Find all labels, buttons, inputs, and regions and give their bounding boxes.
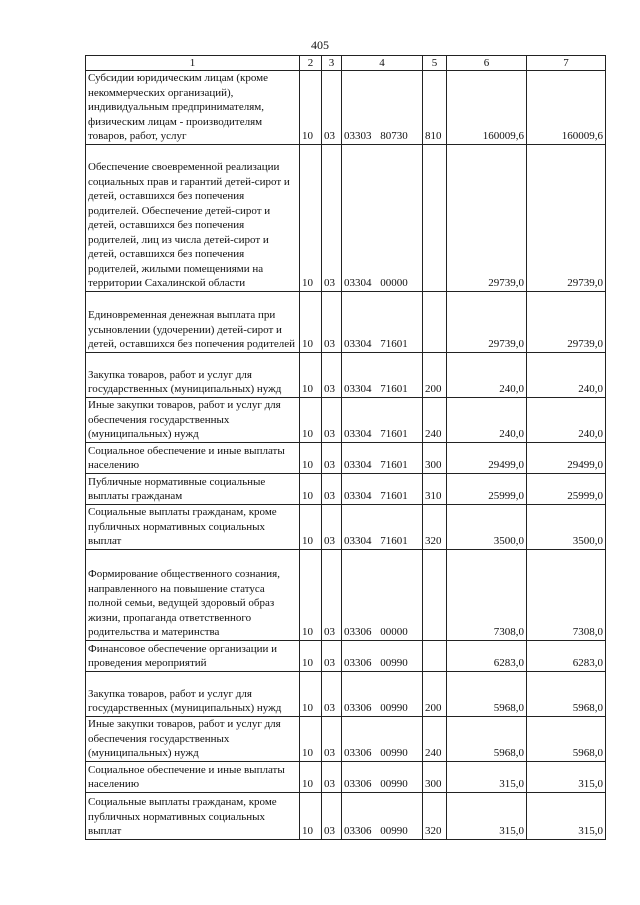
row-amount-col7: 29499,0: [527, 442, 606, 473]
row-amount-col7: 160009,6: [527, 71, 606, 145]
row-name: Публичные нормативные социальные выплаты гражданам: [86, 473, 300, 504]
table-row: [86, 504, 606, 549]
table-row: [86, 640, 606, 671]
row-target-code: 03303 80730: [342, 71, 423, 145]
row-amount-col6: 5968,0: [447, 716, 527, 761]
table-row: [86, 71, 606, 145]
row-amount-col7: 25999,0: [527, 473, 606, 504]
table-row: [86, 473, 606, 504]
header-col-6: 6: [447, 56, 527, 71]
row-expense-type: [423, 291, 447, 352]
row-target-code: 03304 71601: [342, 504, 423, 549]
row-name: Закупка товаров, работ и услуг для государственных (муниципальных) нужд: [86, 671, 300, 716]
table-row: [86, 716, 606, 761]
row-name: Иные закупки товаров, работ и услуг для обеспечения государственных (муниципальных) нужд: [86, 716, 300, 761]
row-subsection: 03: [322, 397, 342, 442]
row-target-code: 03306 00990: [342, 761, 423, 792]
row-section: 10: [300, 442, 322, 473]
row-subsection: 03: [322, 549, 342, 640]
row-section: 10: [300, 504, 322, 549]
row-target-code: 03306 00990: [342, 716, 423, 761]
row-section: 10: [300, 761, 322, 792]
header-col-5: 5: [423, 56, 447, 71]
row-subsection: 03: [322, 352, 342, 397]
header-col-7: 7: [527, 56, 606, 71]
row-expense-type: 300: [423, 442, 447, 473]
row-name: Социальные выплаты гражданам, кроме публичных нормативных социальных выплат: [86, 504, 300, 549]
row-amount-col7: 315,0: [527, 792, 606, 839]
table-row: [86, 671, 606, 716]
row-subsection: 03: [322, 291, 342, 352]
row-expense-type: 200: [423, 671, 447, 716]
row-section: 10: [300, 716, 322, 761]
row-name: Иные закупки товаров, работ и услуг для обеспечения государственных (муниципальных) нужд: [86, 397, 300, 442]
table-row: [86, 549, 606, 640]
header-col-3: 3: [322, 56, 342, 71]
row-expense-type: 810: [423, 71, 447, 145]
row-target-code: 03304 71601: [342, 473, 423, 504]
row-expense-type: 320: [423, 504, 447, 549]
row-amount-col7: 29739,0: [527, 144, 606, 291]
row-amount-col7: 3500,0: [527, 504, 606, 549]
row-amount-col6: 29499,0: [447, 442, 527, 473]
row-amount-col6: 6283,0: [447, 640, 527, 671]
row-name: Единовременная денежная выплата при усыновлении (удочерении) детей-сирот и детей, оставшихся без попечения родителей: [86, 291, 300, 352]
row-target-code: 03304 71601: [342, 352, 423, 397]
row-amount-col6: 240,0: [447, 397, 527, 442]
page-number: 405: [311, 38, 329, 52]
row-name: Формирование общественного сознания, направленного на повышение статуса полной семьи, ведущей здоровый образ жизни, пропаганда ответственного родительства и материнства: [86, 549, 300, 640]
row-subsection: 03: [322, 504, 342, 549]
row-section: 10: [300, 397, 322, 442]
row-target-code: 03306 00990: [342, 640, 423, 671]
row-expense-type: 200: [423, 352, 447, 397]
row-target-code: 03306 00990: [342, 671, 423, 716]
row-section: 10: [300, 71, 322, 145]
row-amount-col7: 5968,0: [527, 716, 606, 761]
row-expense-type: 240: [423, 716, 447, 761]
row-expense-type: 320: [423, 792, 447, 839]
row-subsection: 03: [322, 144, 342, 291]
row-subsection: 03: [322, 473, 342, 504]
row-amount-col6: 5968,0: [447, 671, 527, 716]
row-amount-col7: 240,0: [527, 397, 606, 442]
header-col-2: 2: [300, 56, 322, 71]
row-target-code: 03304 71601: [342, 291, 423, 352]
row-expense-type: 310: [423, 473, 447, 504]
row-subsection: 03: [322, 761, 342, 792]
row-amount-col6: 240,0: [447, 352, 527, 397]
row-amount-col7: 5968,0: [527, 671, 606, 716]
row-section: 10: [300, 473, 322, 504]
header-col-4: 4: [342, 56, 423, 71]
row-expense-type: [423, 144, 447, 291]
row-name: Обеспечение своевременной реализации социальных прав и гарантий детей-сирот и детей, оставшихся без попечения родителей. Обеспечение детей-сирот и детей, оставшихся без попечения родителей, лиц из числа детей-сирот и детей, оставшихся без попечения родителей, жилыми помещениями на территории Сахалинской области: [86, 144, 300, 291]
row-name: Социальные выплаты гражданам, кроме публичных нормативных социальных выплат: [86, 792, 300, 839]
header-col-1: 1: [86, 56, 300, 71]
row-amount-col6: 29739,0: [447, 144, 527, 291]
row-subsection: 03: [322, 671, 342, 716]
budget-table: [85, 55, 606, 840]
row-expense-type: [423, 549, 447, 640]
row-target-code: 03304 00000: [342, 144, 423, 291]
row-target-code: 03306 00000: [342, 549, 423, 640]
row-name: Социальное обеспечение и иные выплаты населению: [86, 442, 300, 473]
row-section: 10: [300, 640, 322, 671]
row-subsection: 03: [322, 442, 342, 473]
table-row: [86, 291, 606, 352]
row-amount-col6: 160009,6: [447, 71, 527, 145]
row-section: 10: [300, 291, 322, 352]
row-target-code: 03304 71601: [342, 442, 423, 473]
row-subsection: 03: [322, 71, 342, 145]
table-row: [86, 352, 606, 397]
row-name: Социальное обеспечение и иные выплаты населению: [86, 761, 300, 792]
header-row: [86, 56, 606, 71]
row-amount-col6: 315,0: [447, 761, 527, 792]
row-subsection: 03: [322, 640, 342, 671]
row-subsection: 03: [322, 792, 342, 839]
row-expense-type: 240: [423, 397, 447, 442]
row-section: 10: [300, 549, 322, 640]
row-amount-col7: 29739,0: [527, 291, 606, 352]
row-amount-col6: 315,0: [447, 792, 527, 839]
row-section: 10: [300, 792, 322, 839]
table-row: [86, 397, 606, 442]
row-amount-col6: 3500,0: [447, 504, 527, 549]
row-amount-col6: 25999,0: [447, 473, 527, 504]
row-name: Финансовое обеспечение организации и проведения мероприятий: [86, 640, 300, 671]
row-amount-col7: 7308,0: [527, 549, 606, 640]
table-row: [86, 144, 606, 291]
table-row: [86, 442, 606, 473]
row-name: Субсидии юридическим лицам (кроме некоммерческих организаций), индивидуальным предпринимателям, физическим лицам - производителям товаров, работ, услуг: [86, 71, 300, 145]
row-target-code: 03304 71601: [342, 397, 423, 442]
row-amount-col7: 315,0: [527, 761, 606, 792]
row-amount-col7: 240,0: [527, 352, 606, 397]
row-amount-col6: 7308,0: [447, 549, 527, 640]
table-row: [86, 761, 606, 792]
row-section: 10: [300, 671, 322, 716]
row-expense-type: 300: [423, 761, 447, 792]
row-expense-type: [423, 640, 447, 671]
row-section: 10: [300, 144, 322, 291]
row-target-code: 03306 00990: [342, 792, 423, 839]
row-name: Закупка товаров, работ и услуг для государственных (муниципальных) нужд: [86, 352, 300, 397]
row-subsection: 03: [322, 716, 342, 761]
table-row: [86, 792, 606, 839]
row-section: 10: [300, 352, 322, 397]
row-amount-col6: 29739,0: [447, 291, 527, 352]
row-amount-col7: 6283,0: [527, 640, 606, 671]
